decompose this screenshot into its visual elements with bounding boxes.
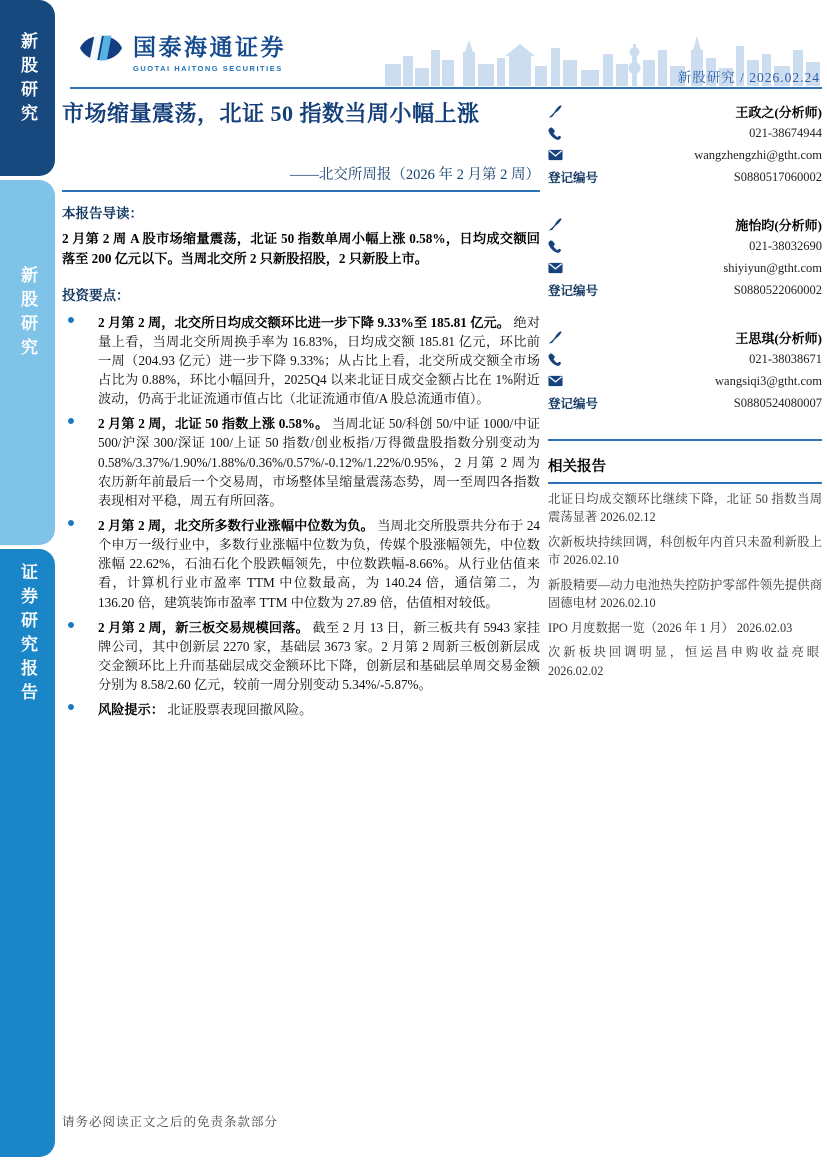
registration-number-label: 登记编号	[548, 284, 599, 298]
right-column	[548, 100, 822, 686]
related-reports-heading: 相关报告	[548, 455, 822, 484]
key-point-lead: 2 月第 2 周，北交所日均成交额环比进一步下降 9.33%至 185.81 亿元。	[98, 314, 511, 330]
related-report-title: 北证日均成交额环比继续下降，北证 50 指数当周震荡显著	[548, 492, 822, 525]
key-point-item	[62, 516, 540, 612]
related-report-date: 2026.02.10	[563, 553, 619, 568]
sidebar-label-securities-research-report: 证券研究报告	[18, 563, 37, 707]
header-divider-line	[70, 87, 822, 89]
mail-icon	[548, 375, 563, 387]
bullet-ring-icon	[68, 704, 74, 710]
related-report-date: 2026.02.02	[548, 663, 604, 678]
title-divider-line	[62, 190, 540, 192]
key-point-lead: 风险提示：	[98, 702, 164, 718]
key-point-body: 当周北交所股票共分布于 24 个申万一级行业中，多数行业涨幅中位数为负，传媒个股涨幅领先，中位数涨幅 22.62%，石油石化个股跌幅领先，中位数跌幅-8.66%。从行业估值来看，计算机行业市盈率 TTM 中位数最高，为 140.24 倍，通信第二，为 136.20 倍，建筑装饰市盈率 TTM 中位数为 27.89 倍，估值相对较低。	[98, 518, 541, 610]
key-point-item	[62, 700, 540, 719]
analyst-phone: 021-38038671	[749, 351, 822, 366]
bullet-ring-icon	[68, 622, 74, 628]
related-report-item	[548, 533, 822, 570]
key-point-lead: 2 月第 2 周，北证 50 指数上涨 0.58%。	[98, 416, 329, 432]
related-reports-list	[548, 490, 822, 680]
analyst-name: 王思琪(分析师)	[735, 330, 822, 346]
key-point-body: 绝对量上看，当周北交所周换手率为 16.83%，日均成交额 185.81 亿元，环比前一周（204.93 亿元）进一步下降 9.33%；从占比上看，北交所成交额全市场占比为 0.88%，环比小幅回升，2025Q4 以来北证日成交金额占比在 1%附近波动，仍高于北证流通市值占比（北证流通市值/A 股总流通市值）。	[98, 314, 541, 407]
disclaimer-text: 请务必阅读正文之后的免责条款部分	[62, 1115, 279, 1129]
header-category-date	[678, 66, 820, 86]
analyst-email[interactable]: wangsiqi3@gtht.com	[715, 373, 822, 388]
analyst-card	[548, 213, 822, 301]
pen-icon	[548, 217, 563, 232]
related-report-item	[548, 643, 822, 680]
key-point-lead: 2 月第 2 周，新三板交易规模回落。	[98, 619, 310, 635]
key-points-list	[62, 313, 540, 720]
bullet-ring-icon	[68, 418, 74, 424]
phone-icon	[548, 352, 562, 366]
key-point-item	[62, 313, 540, 409]
analyst-registration-number: S0880524080007	[733, 395, 822, 410]
analyst-phone: 021-38674944	[749, 125, 822, 140]
analyst-email[interactable]: wangzhengzhi@gtht.com	[694, 147, 822, 162]
key-point-item	[62, 414, 540, 510]
key-points-heading: 投资要点：	[62, 287, 130, 303]
related-report-item	[548, 490, 822, 527]
report-guide-heading: 本报告导读：	[62, 206, 143, 221]
header-category: 新股研究	[677, 70, 736, 85]
sidebar-segment-middle	[0, 180, 55, 545]
analyst-card	[548, 326, 822, 414]
analyst-email[interactable]: shiyiyun@gtht.com	[723, 260, 822, 275]
related-report-title: 次新板块回调明显，恒运昌申购收益亮眼	[548, 645, 822, 660]
related-report-title: 次新板块持续回调，科创板年内首只未盈利新股上市	[548, 534, 822, 568]
related-report-title: IPO 月度数据一览（2026 年 1 月）	[548, 620, 737, 635]
related-report-date: 2026.02.03	[736, 620, 793, 635]
key-point-body: 北证股票表现回撤风险。	[167, 702, 313, 718]
related-report-date: 2026.02.10	[600, 596, 656, 611]
sidebar-segment-top	[0, 0, 55, 176]
company-logo	[78, 26, 286, 75]
related-report-title: 新股精要—动力电池热失控防护零部件领先提供商固德电材	[548, 577, 822, 611]
logo-company-name: 国泰海通证券	[133, 33, 286, 60]
logo-company-name-en: GUOTAI HAITONG SECURITIES	[133, 63, 283, 73]
header-date: 2026.02.24	[749, 70, 820, 85]
key-point-item	[62, 618, 540, 695]
key-point-lead: 2 月第 2 周，北交所多数行业涨幅中位数为负。	[98, 518, 374, 533]
analyst-card	[548, 100, 822, 188]
related-report-item	[548, 576, 822, 613]
analysts-block	[548, 100, 822, 414]
sidebar-label-new-stock-research-2: 新股研究	[18, 266, 37, 362]
key-point-body: 截至 2 月 13 日，新三板共有 5943 家挂牌公司，其中创新层 2270 家，基础层 3673 家。2 月第 2 周新三板创新层成交金额环比上升而基础层成交金额环比下降，创新层和基础层单周交易金额分别为 8.58/2.60 亿元，较前一周分别变动 5.34%/-5.87%。	[98, 619, 541, 693]
registration-number-label: 登记编号	[548, 171, 599, 185]
sidebar-segment-bottom	[0, 549, 55, 1157]
sidebar-label-new-stock-research: 新股研究	[18, 32, 37, 128]
report-title: 市场缩量震荡，北证 50 指数当周小幅上涨	[62, 101, 480, 126]
pen-icon	[548, 330, 563, 345]
report-subtitle: ——北交所周报（2026 年 2 月第 2 周）	[289, 167, 540, 183]
phone-icon	[548, 126, 562, 140]
bullet-ring-icon	[68, 317, 74, 323]
analyst-name: 王政之(分析师)	[735, 104, 822, 120]
related-report-item	[548, 619, 822, 637]
bullet-ring-icon	[68, 520, 74, 526]
registration-number-label: 登记编号	[548, 397, 599, 411]
pen-icon	[548, 104, 563, 119]
analyst-phone: 021-38032690	[749, 238, 822, 253]
header-separator: /	[740, 70, 750, 85]
mail-icon	[548, 262, 563, 274]
report-guide-text: 2 月第 2 周 A 股市场缩量震荡，北证 50 指数单周小幅上涨 0.58%，日均成交额回落至 200 亿元以下。当周北交所 2 只新股招股，2 只新股上市。	[62, 231, 540, 266]
phone-icon	[548, 239, 562, 253]
analyst-name: 施怡昀(分析师)	[735, 217, 822, 233]
analysts-divider-line	[548, 439, 822, 441]
analyst-registration-number: S0880522060002	[733, 282, 822, 297]
analyst-registration-number: S0880517060002	[733, 169, 822, 184]
mail-icon	[548, 149, 563, 161]
related-report-date: 2026.02.12	[600, 510, 656, 525]
key-point-body: 当周北证 50/科创 50/中证 1000/中证 500/沪深 300/深证 100/上证 50 指数/创业板指/万得微盘股指数分别变动为 0.58%/3.37%/1.90%/1.88%/0.36%/0.57%/-0.12%/1.22%/0.95%，2 月第 2 周为农历新年前最后一个交易周，市场整体呈缩量震荡态势，周一至周四各指数表现相对平稳，周五有所回落。	[98, 416, 541, 508]
guotai-haitong-logo-icon	[78, 26, 124, 75]
main-column	[62, 202, 540, 725]
